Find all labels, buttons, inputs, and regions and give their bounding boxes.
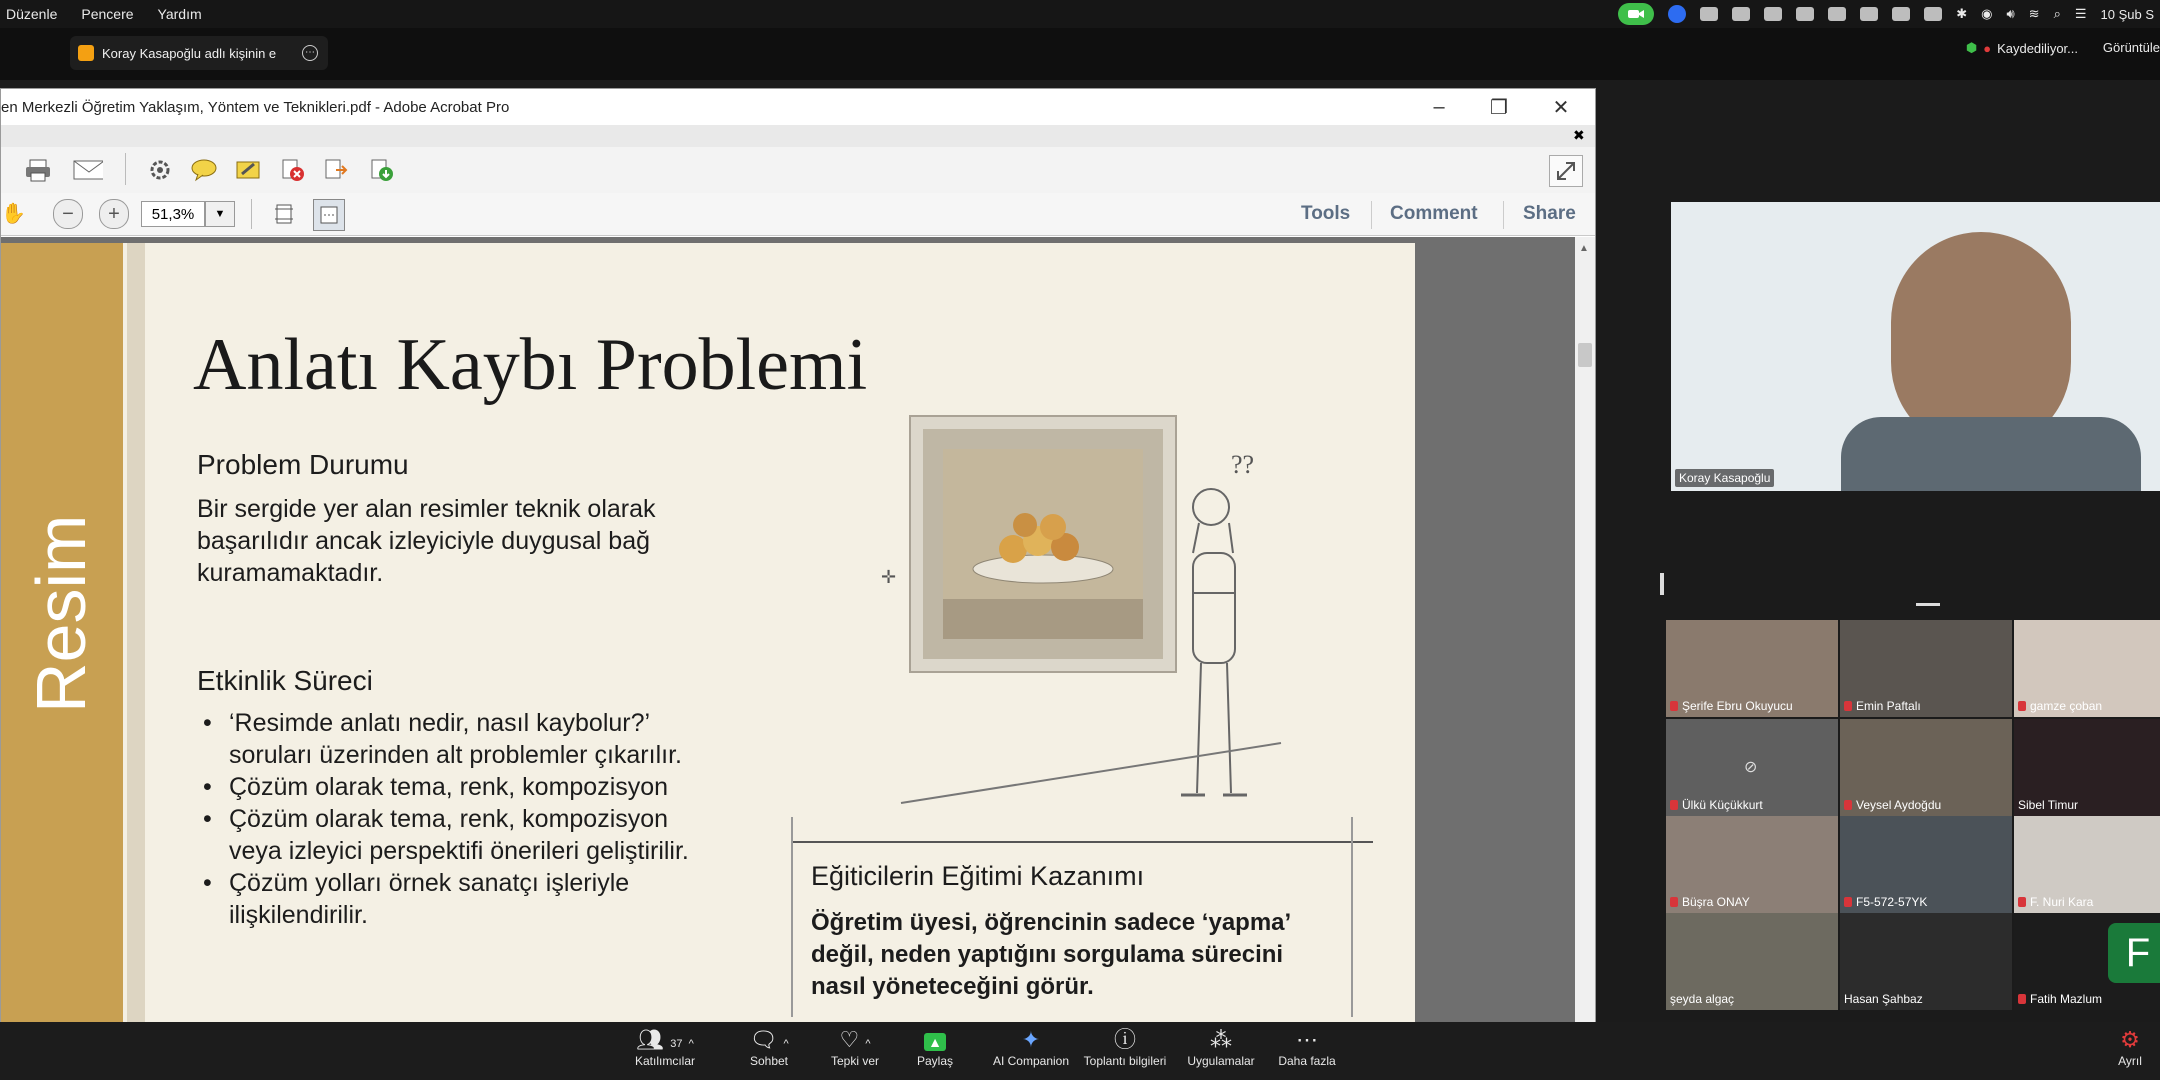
chat-label: Sohbet [749,1054,789,1068]
tab-comment[interactable]: Comment [1390,203,1478,224]
share-screen-icon: ▲ [890,1026,980,1054]
heart-icon: ♡ ^ [839,1027,871,1052]
ai-companion-button[interactable] [978,1026,1084,1078]
tab-separator [1371,201,1372,229]
menu-help[interactable]: Yardım [157,6,202,22]
participant-name: Fatih Mazlum [2030,992,2103,1006]
control-center-icon[interactable]: ☰ [2074,6,2087,21]
gain-line: Öğretim üyesi, öğrencinin sadece ‘yapma’ [811,909,1292,936]
section-divider [793,841,1373,843]
crosshair-cursor-icon: ✛ [881,567,897,587]
participant-name: gamze çoban [2030,699,2103,713]
meeting-toolbar [0,1022,2160,1080]
participant-avatar: F [2108,923,2160,983]
participant-name: Şerife Ebru Okuyucu [1682,699,1793,713]
view-button[interactable]: Görüntüle [2102,40,2160,55]
participant-name: Ülkü Küçükkurt [1682,798,1763,812]
reactions-button[interactable] [810,1026,900,1078]
side-label: Resim [22,514,100,713]
participant-tile[interactable] [2014,620,2160,717]
participant-tile[interactable] [2014,719,2160,816]
gain-heading: Eğiticilerin Eğitimi Kazanımı [811,861,1145,891]
scroll-up-icon[interactable]: ▲ [1579,243,1589,254]
close-document-icon[interactable]: ✖ [1573,127,1585,143]
participant-name: Veysel Aydoğdu [1856,798,1942,812]
document-close-bar [1,125,1595,147]
zoom-app-icon[interactable] [1668,5,1686,23]
gain-line: değil, neden yaptığını sorgulama sürecini [811,941,1284,968]
download-icon[interactable] [367,157,397,183]
tab-share[interactable]: Share [1523,203,1576,224]
tray-icon-4[interactable] [1796,7,1814,21]
participant-name: Sibel Timur [2018,798,2079,812]
zoom-out-icon[interactable]: − [53,199,83,229]
panel-resize-handle[interactable] [1660,573,1664,595]
share-tab-label: Koray Kasapoğlu adlı kişinin e [102,45,277,61]
export-icon[interactable] [321,157,351,183]
participant-name: F5-572-57YK [1856,895,1928,909]
participants-button[interactable] [620,1026,710,1078]
bullet-item: • ‘Resimde anlatı nedir, nasıl kaybolur?’ soruları üzerinden alt problemler çıkarılır. [203,707,763,771]
email-icon[interactable] [73,157,103,183]
sparkle-icon: ✦ [1021,1027,1041,1052]
participant-label [2018,992,2102,1006]
participant-tile[interactable] [2014,816,2160,913]
info-icon: ⓘ [1113,1027,1136,1052]
participant-name: Hasan Şahbaz [1844,992,1923,1006]
ai-companion-label: AI Companion [992,1054,1070,1068]
fit-width-icon[interactable] [313,199,345,231]
tab-tools[interactable]: Tools [1301,203,1351,224]
bullet-item: • Çözüm olarak tema, renk, kompozisyon [203,771,763,803]
fullscreen-icon[interactable] [1549,155,1583,187]
process-bullets [203,707,763,931]
recording-label: Kaydediliyor... [1997,40,2078,56]
svg-text:??: ?? [1231,450,1255,479]
fit-page-icon[interactable] [271,201,297,227]
participants-label: Katılımcılar [634,1054,695,1068]
volume-icon[interactable]: 🔊︎ [2006,6,2015,21]
comment-icon[interactable] [189,157,219,183]
acrobat-window [0,88,1596,1024]
tray-icon-6[interactable] [1860,7,1878,21]
bullet-line: veya izleyici perspektifi önerileri geliştirilir. [229,837,689,865]
acrobat-titlebar [1,89,1595,125]
zoom-level-field[interactable]: 51,3% [141,201,205,227]
wifi-icon[interactable]: ≋ [2028,6,2040,21]
acrobat-navigation-bar [1,193,1595,236]
participant-label [1670,992,1734,1006]
problem-line: Bir sergide yer alan resimler teknik olarak [197,495,656,523]
search-icon[interactable]: ⌕ [2053,6,2061,21]
active-speaker-video[interactable] [1671,202,2160,491]
cloud-icon[interactable] [1892,7,1910,21]
participant-label [1670,798,1763,812]
leave-icon: ⚙︎ [2120,1027,2140,1052]
shield-icon: ⬢ [1965,40,1978,55]
zoom-in-icon[interactable]: + [99,199,129,229]
problem-heading: Problem Durumu [197,449,409,480]
delete-page-icon[interactable] [277,157,307,183]
share-button[interactable] [890,1026,980,1078]
muted-mic-icon [1844,701,1852,711]
vertical-scrollbar[interactable] [1575,237,1595,1023]
participant-label [1844,699,1921,713]
zoom-video-status-icon[interactable] [1618,3,1654,25]
document-viewport[interactable] [1,237,1575,1023]
slide-title: Anlatı Kaybı Problemi [193,324,868,406]
problem-line: başarılıdır ancak izleyiciyle duygusal bağ [197,527,651,555]
gear-icon[interactable] [145,157,175,183]
bullet-line: Çözüm yolları örnek sanatçı işleriyle [229,869,630,897]
participant-tile[interactable] [1666,719,1838,816]
apps-button[interactable] [1176,1026,1266,1078]
nav-separator [251,199,252,229]
print-icon[interactable] [23,157,53,183]
meeting-info-label: Toplantı bilgileri [1083,1054,1167,1068]
bullet-line: soruları üzerinden alt problemler çıkarılır. [229,741,682,769]
participants-icon: 👥︎ 37 ^ [636,1027,694,1052]
participant-tile[interactable] [1666,620,1838,717]
participant-name: şeyda algaç [1670,992,1735,1006]
menu-bar [0,0,2160,28]
more-button[interactable] [1262,1026,1352,1078]
leave-button[interactable] [2100,1026,2160,1078]
bullet-line: ilişkilendirilir. [229,901,368,929]
menu-window[interactable]: Pencere [81,6,134,22]
recording-dot: ● [1983,40,1992,56]
meeting-info-button[interactable] [1075,1026,1175,1078]
menu-edit[interactable]: Düzenle [6,6,58,22]
recording-indicator[interactable] [1966,40,2078,56]
close-window-button[interactable]: ✕ [1552,96,1570,119]
muted-mic-icon [1670,701,1678,711]
participant-label [1670,895,1750,909]
apps-label: Uygulamalar [1187,1054,1255,1068]
speaker-body [1841,417,2141,491]
tray-icon-5[interactable] [1828,7,1846,21]
problem-line: kuramamaktadır. [197,559,384,587]
section-vertical-line [1351,817,1353,1017]
muted-mic-icon [1844,897,1852,907]
scroll-thumb[interactable] [1578,343,1592,367]
toolbar-separator [125,153,126,185]
bullet-item: • Çözüm olarak tema, renk, kompozisyon veya izleyici perspektifi önerileri geliştirilir. [203,803,763,867]
participant-label [1670,699,1793,713]
gain-line: nasıl yöneteceğini görür. [811,973,1094,1000]
participant-name: Emin Paftalı [1856,699,1921,713]
participant-tile[interactable] [1840,719,2012,816]
participant-label [1844,992,1923,1006]
chat-button[interactable] [724,1026,814,1078]
muted-mic-icon [1670,897,1678,907]
tray-icon-3[interactable] [1764,7,1782,21]
bluetooth-icon[interactable]: ✱ [1956,6,1968,21]
muted-mic-icon [1670,800,1678,810]
side-band-shadow [127,243,145,1023]
more-icon[interactable]: ⋯ [302,45,318,61]
muted-mic-icon [2018,994,2026,1004]
participant-name: Büşra ONAY [1682,895,1750,909]
zoom-share-tab[interactable] [70,36,328,70]
speaker-name: Koray Kasapoğlu [1675,469,1774,487]
participant-name: F. Nuri Kara [2030,895,2094,909]
problem-text [197,493,656,589]
gain-text [811,907,1291,1003]
apps-icon: ⁂ [1210,1027,1232,1052]
gallery-page-indicator[interactable] [1916,603,1940,606]
restore-button[interactable]: ❐ [1490,96,1508,119]
camera-off-icon: ⊘ [1744,759,1758,776]
bullet-line: ‘Resimde anlatı nedir, nasıl kaybolur?’ [229,709,651,737]
muted-mic-icon [2018,897,2026,907]
participant-tile[interactable] [1840,816,2012,913]
muted-mic-icon [2018,701,2026,711]
acrobat-title: en Merkezli Öğretim Yaklaşım, Yöntem ve Teknikleri.pdf - Adobe Acrobat Pro [1,98,510,116]
leave-label: Ayrıl [2118,1054,2142,1068]
participant-label [2018,798,2078,812]
participants-count: 37 [670,1038,683,1050]
bullet-item: • Çözüm yolları örnek sanatçı işleriyle ilişkilendirilir. [203,867,763,931]
clock[interactable]: 10 Şub S [2100,6,2154,22]
participant-gallery [1666,620,2160,1010]
participant-label [1844,895,1927,909]
more-icon: ⋯ [1296,1027,1318,1052]
tray-icon-1[interactable] [1700,7,1718,21]
tab-separator [1503,201,1504,229]
more-label: Daha fazla [1278,1054,1336,1068]
participant-tile[interactable] [1840,620,2012,717]
participant-tile[interactable] [2014,913,2160,1010]
hand-tool-icon[interactable]: ✋ [1,203,26,225]
acrobat-toolbar [1,147,1595,194]
chat-icon: 🗨︎ ^ [749,1027,789,1052]
participant-label [2018,699,2102,713]
bullet-line: Çözüm olarak tema, renk, kompozisyon [229,805,669,833]
highlight-icon[interactable] [233,157,263,183]
thinking-man-illustration [881,443,1301,823]
minimize-button[interactable]: – [1433,95,1445,118]
zoom-dropdown-icon[interactable]: ▼ [205,201,235,227]
process-heading: Etkinlik Süreci [197,665,373,696]
participant-label [1844,798,1941,812]
bullet-line: Çözüm olarak tema, renk, kompozisyon [229,773,669,801]
participant-label [2018,895,2093,909]
section-vertical-line-left [791,817,793,1017]
zoom-title-bar [0,28,2160,80]
share-label: Paylaş [916,1054,954,1068]
participant-tile[interactable] [1666,913,1838,1010]
dropbox-icon[interactable] [1732,7,1750,21]
focus-icon[interactable]: ◉ [1981,6,1993,21]
battery-icon[interactable] [1924,7,1942,21]
share-tab-icon [78,45,94,61]
pdf-page [1,243,1415,1023]
participant-tile[interactable] [1840,913,2012,1010]
participant-tile[interactable] [1666,816,1838,913]
muted-mic-icon [1844,800,1852,810]
reactions-label: Tepki ver [830,1054,880,1068]
